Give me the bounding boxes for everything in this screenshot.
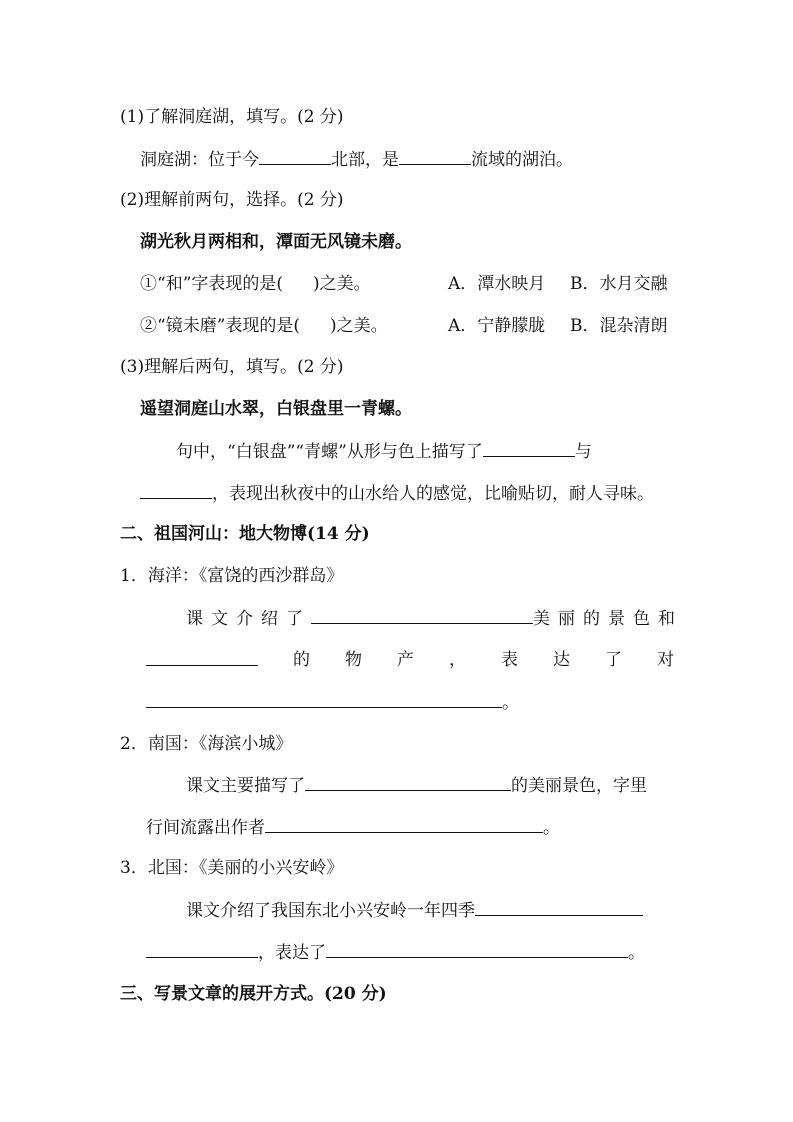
q1-suffix: 流域的湖泊。 — [471, 150, 573, 170]
s2-item-1-l3-end: 。 — [502, 693, 519, 713]
s2-item-3-blank-3[interactable] — [326, 941, 628, 958]
s2-item-1-title-line — [120, 565, 343, 587]
s2-item-1-blank-1[interactable] — [311, 607, 533, 624]
s2-item-3-l1-start: 课文介绍了我国东北小兴安岭一年四季 — [186, 901, 475, 921]
q3-line-1 — [140, 440, 674, 463]
s2-item-2-title: 南国：《海滨小城》 — [147, 734, 293, 754]
s2-item-2-line-1 — [186, 774, 647, 797]
q3-blank-2[interactable] — [140, 482, 212, 499]
q3-line-2 — [140, 482, 654, 505]
q3-line-1-text: 句中，“白银盘”“青螺”从形与色上描写了 — [176, 442, 483, 462]
q2-poem: 湖光秋月两相和，潭面无风镜未磨。 — [140, 232, 412, 252]
s2-item-3-line-1 — [186, 899, 643, 922]
s2-item-3-title-line — [120, 857, 343, 879]
s2-item-1-l1-end: 美丽的景色和 — [533, 609, 683, 629]
s2-word: ， — [449, 650, 466, 670]
s2-item-2-line-2 — [146, 816, 560, 839]
s2-item-1-line-1 — [186, 607, 683, 630]
q3-heading: (3)理解后两句，填写。(2 分) — [120, 357, 344, 377]
s2-item-1-blank-2[interactable] — [146, 649, 258, 666]
q2-item-2-option-b[interactable]: B．混杂清朗 — [570, 316, 668, 336]
q1-prefix: 洞庭湖：位于今 — [140, 150, 259, 170]
q1-blank-river[interactable] — [399, 148, 471, 165]
s2-item-1-title: 海洋：《富饶的西沙群岛》 — [147, 566, 344, 586]
s2-item-3-l2-mid: ，表达了 — [258, 943, 326, 963]
section-3-heading: 三、写景文章的展开方式。(20 分) — [120, 984, 387, 1004]
q2-item-1 — [140, 273, 371, 295]
q3-blank-1[interactable] — [483, 440, 575, 457]
s2-item-1-line-2 — [146, 649, 674, 671]
s2-item-1-l1-start: 课文介绍了 — [186, 609, 311, 629]
s2-item-2-title-line — [120, 733, 292, 755]
s2-item-2-blank-1[interactable] — [305, 774, 511, 791]
s2-item-3-l2-end: 。 — [628, 943, 645, 963]
s2-item-1-line-3 — [146, 691, 519, 714]
s2-item-2-l1-start: 课文主要描写了 — [186, 776, 305, 796]
q2-heading: (2)理解前两句，选择。(2 分) — [120, 190, 344, 210]
s2-item-2-l2-start: 行间流露出作者 — [146, 818, 265, 838]
q3-line-1-end: 与 — [574, 442, 592, 462]
q1-mid: 北部，是 — [331, 150, 399, 170]
q1-blank-location[interactable] — [259, 148, 331, 165]
q1-fill-line — [140, 148, 573, 171]
s2-item-2-l1-end: 的美丽景色，字里 — [511, 776, 647, 796]
q2-item-1-suffix: )之美。 — [313, 274, 371, 294]
s2-word: 产 — [397, 650, 414, 670]
s2-item-3-number: 3． — [120, 858, 148, 878]
q2-item-2-suffix: )之美。 — [330, 316, 388, 336]
q2-item-1-option-b[interactable]: B．水月交融 — [570, 274, 668, 294]
s2-word: 物 — [345, 650, 362, 670]
q2-item-1-option-a[interactable]: A．潭水映月 — [448, 274, 546, 294]
s2-word: 了 — [605, 650, 622, 670]
s2-item-3-blank-1[interactable] — [475, 899, 643, 916]
s2-item-3-line-2 — [146, 941, 645, 964]
s2-word: 表 — [501, 650, 518, 670]
s2-item-2-number: 2． — [120, 734, 148, 754]
q1-heading: (1)了解洞庭湖，填写。(2 分) — [120, 107, 344, 127]
s2-word: 对 — [657, 650, 674, 670]
q3-poem: 遥望洞庭山水翠，白银盘里一青螺。 — [140, 399, 412, 419]
s2-word: 的 — [293, 650, 310, 670]
q2-item-2-option-a[interactable]: A．宁静朦胧 — [448, 316, 546, 336]
s2-item-3-blank-2[interactable] — [146, 941, 258, 958]
s2-item-2-blank-2[interactable] — [265, 816, 543, 833]
s2-item-2-l2-end: 。 — [543, 818, 560, 838]
q2-item-2-prefix: ②“镜未磨”表现的是( — [140, 316, 301, 336]
q3-line-2-text: ，表现出秋夜中的山水给人的感觉，比喻贴切，耐人寻味。 — [212, 484, 654, 504]
s2-word: 达 — [553, 650, 570, 670]
q2-item-1-prefix: ①“和”字表现的是( — [140, 274, 284, 294]
s2-item-1-number: 1． — [120, 566, 148, 586]
q2-item-2 — [140, 315, 388, 337]
section-2-heading: 二、祖国河山：地大物博(14 分) — [120, 524, 370, 544]
s2-item-3-title: 北国：《美丽的小兴安岭》 — [147, 858, 344, 878]
s2-item-1-blank-3[interactable] — [146, 691, 502, 708]
